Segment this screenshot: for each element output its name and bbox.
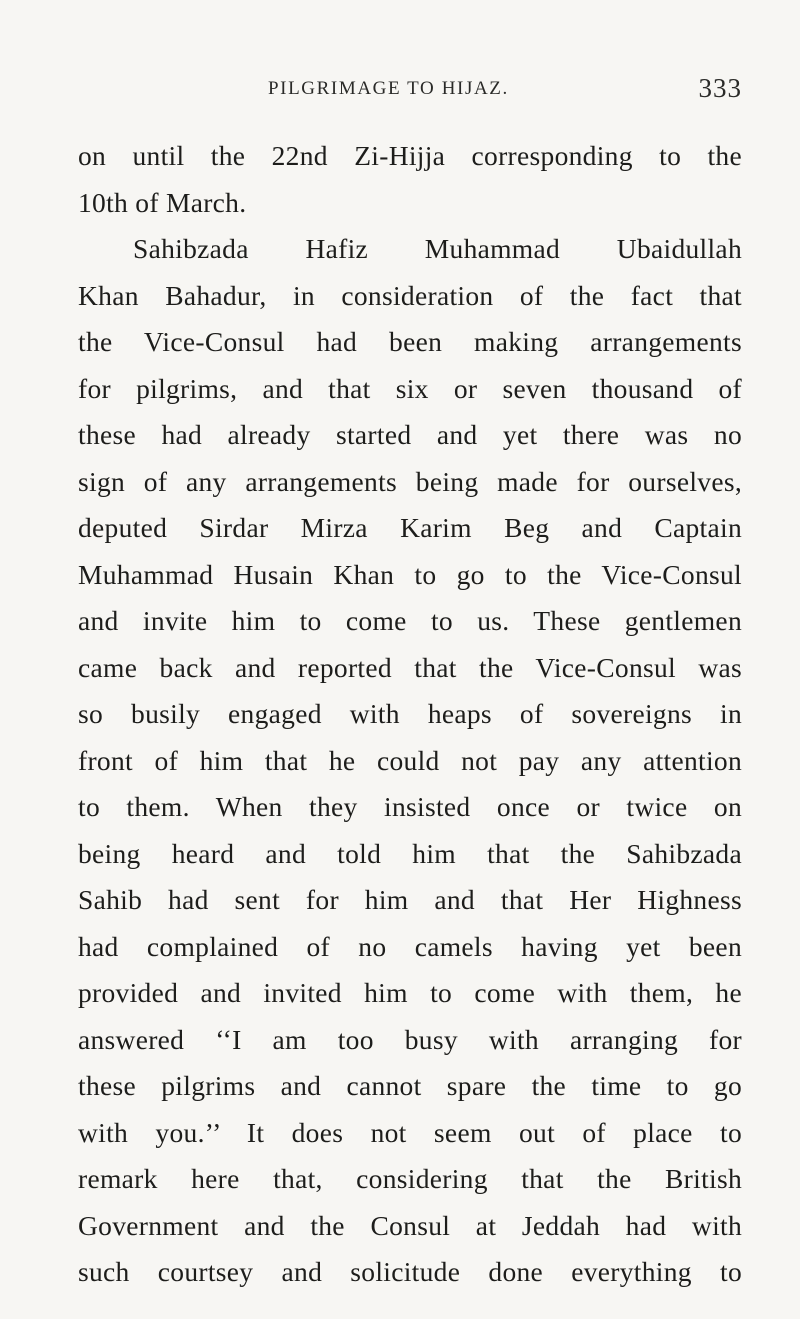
text-line: the Vice-Consul had been making arrangements: [78, 326, 742, 357]
running-head: [268, 74, 742, 104]
text-line: on until the 22nd Zi-Hijja corresponding to the: [78, 140, 742, 171]
text-line: such courtsey and solicitude done everything to: [78, 1256, 742, 1287]
text-line: these pilgrims and cannot spare the time to go: [78, 1070, 742, 1101]
text-line: Khan Bahadur, in consideration of the fact that: [78, 279, 742, 311]
text-line: for pilgrims, and that six or seven thousand of: [78, 372, 742, 404]
text-line: answered ‘‘I am too busy with arranging for: [78, 1023, 742, 1055]
text-line: Government and the Consul at Jeddah had with: [78, 1209, 742, 1241]
text-line: to them. When they insisted once or twice on: [78, 791, 742, 822]
text-line: front of him that he could not pay any attention: [78, 744, 742, 776]
text-line: with you.’’ It does not seem out of place to: [78, 1116, 742, 1148]
text-line: and invite him to come to us. These gentlemen: [78, 605, 742, 636]
page-number: 333: [698, 73, 742, 103]
text-line: remark here that, considering that the British: [78, 1163, 742, 1194]
text-line: Sahibzada Hafiz Muhammad Ubaidullah: [133, 233, 742, 264]
text-line: had complained of no camels having yet been: [78, 930, 742, 962]
text-line: sign of any arrangements being made for ourselves,: [78, 465, 742, 497]
text-line: Muhammad Husain Khan to go to the Vice-Consul: [78, 558, 742, 590]
text-line: deputed Sirdar Mirza Karim Beg and Captain: [78, 512, 742, 543]
text-line: being heard and told him that the Sahibzada: [78, 837, 742, 869]
text-line: Sahib had sent for him and that Her Highness: [78, 884, 742, 915]
text-line: so busily engaged with heaps of sovereigns in: [78, 698, 742, 729]
text-line: came back and reported that the Vice-Consul was: [78, 651, 742, 683]
text-line: 10th of March.: [78, 186, 247, 218]
text-line: provided and invited him to come with them, he: [78, 977, 742, 1008]
running-title: PILGRIMAGE TO HIJAZ.: [268, 78, 509, 99]
body-text: [78, 133, 742, 1296]
text-line: these had already started and yet there was no: [78, 419, 742, 450]
